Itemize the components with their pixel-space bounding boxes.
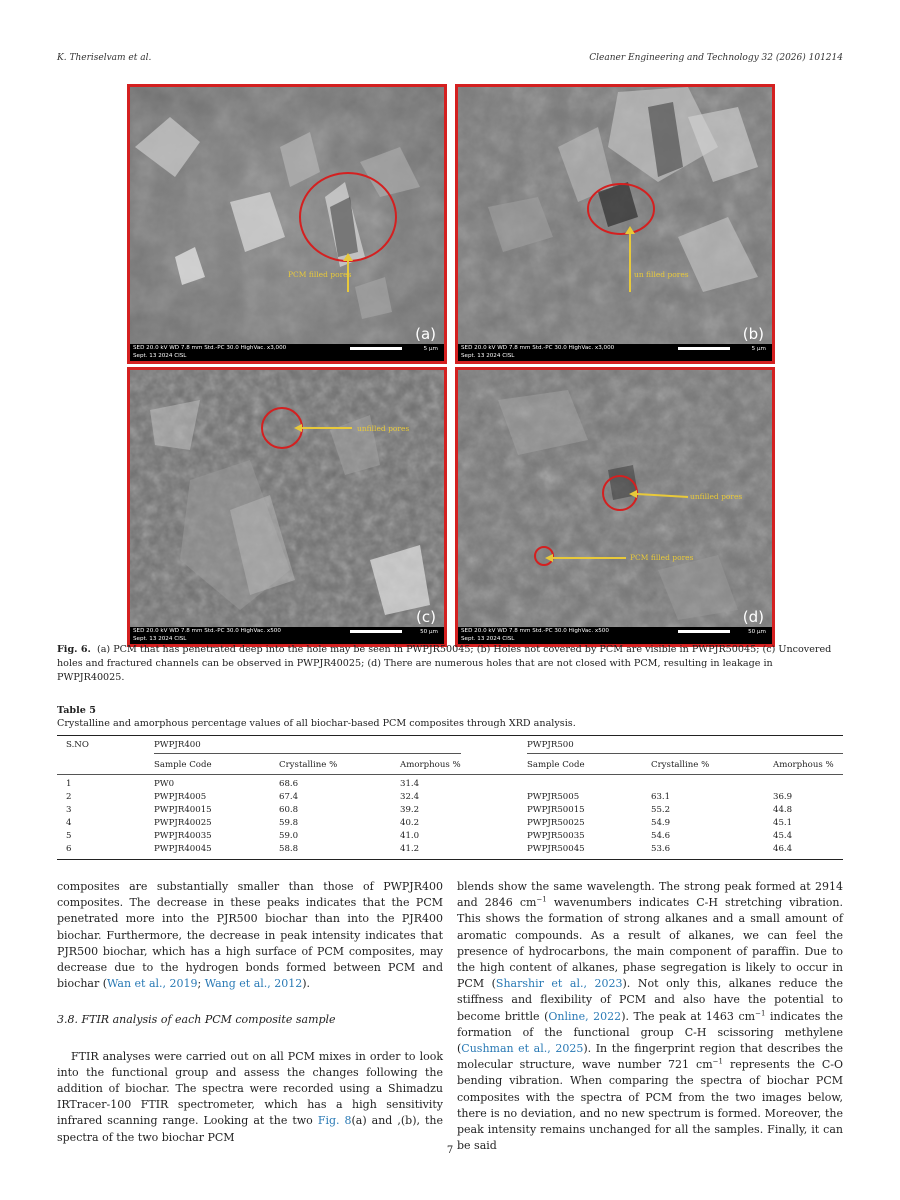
table-cell: PWPJR40045: [154, 844, 212, 854]
table-cell: 41.0: [400, 831, 420, 841]
sem-date: Sept. 13 2024 CISL: [461, 353, 515, 359]
paragraph-text: ).: [302, 977, 311, 991]
citation-link[interactable]: Wan et al., 2019: [107, 977, 198, 991]
paragraph-text: represents the C-O bending vibration. When comparing the spectra of biochar PCM composites with the spectra of PCM from the two images below, there is no deviation, and no new spectrum is formed. Moreover, the peak intensity remains unchanged for all the samples. Finally, it can be said: [457, 1058, 843, 1153]
paragraph-text: ;: [197, 977, 205, 991]
paragraph-text: wavenumbers indicates C-H stretching vibration. This shows the formation of strong alkanes and a small amount of aromatic compounds. As a result of alkanes, we can feel the presence of hydrocarbons, the main component of paraffin. Due to the high content of alkanes, phase segregation is likely to occur in PCM (: [457, 896, 843, 991]
running-header-authors: K. Theriselvam et al.: [57, 53, 152, 63]
table-col-header: Amorphous %: [400, 760, 461, 770]
sem-image-a: [130, 87, 444, 361]
sem-date: Sept. 13 2024 CISL: [133, 353, 187, 359]
table-cell: 41.2: [400, 844, 420, 854]
table-cell: 3: [66, 805, 72, 815]
table-group-rule-500: [527, 753, 843, 754]
table-cell: 59.8: [279, 818, 299, 828]
section-heading: 3.8. FTIR analysis of each PCM composite sample: [57, 1013, 336, 1027]
table-group-rule-400: [154, 753, 461, 754]
running-header-journal: Cleaner Engineering and Technology 32 (2026) 101214: [589, 53, 843, 63]
page-number: 7: [446, 1145, 454, 1156]
annotation-unfilled-pores: un filled pores: [634, 270, 689, 279]
table-cell: 44.8: [773, 805, 793, 815]
citation-link[interactable]: Cushman et al., 2025: [461, 1042, 584, 1056]
table-cell: 31.4: [400, 779, 420, 789]
table-bottom-rule: [57, 859, 843, 860]
table-title: Table 5: [57, 705, 96, 716]
table-cell: 55.2: [651, 805, 671, 815]
table-cell: 45.1: [773, 818, 793, 828]
citation-link[interactable]: Online, 2022: [548, 1009, 622, 1023]
figure-caption: [57, 643, 843, 685]
scale-label: 50 μm: [420, 629, 438, 635]
superscript: −1: [712, 1057, 723, 1066]
table-cell: 45.4: [773, 831, 793, 841]
sem-parameters: SED 20.0 kV WD 7.8 mm Std.-PC 30.0 HighVac. x500: [461, 628, 609, 634]
annotation-pcm-filled-pores: PCM filled pores: [288, 270, 352, 279]
table-col-header: Crystalline %: [651, 760, 710, 770]
table-col-header: Sample Code: [154, 760, 212, 770]
panel-label-c: (c): [416, 608, 436, 626]
sem-panel-d: [455, 367, 775, 647]
sem-image-d: [458, 370, 772, 644]
table-cell: 68.6: [279, 779, 299, 789]
sem-panel-a: [127, 84, 447, 364]
citation-link[interactable]: Wang et al., 2012: [204, 977, 303, 991]
paragraph-text: FTIR analyses were carried out on all PCM mixes in order to look into the functional group and assess the changes following the addition of biochar. The spectra were recorded using a Shimadzu IRTracer-100 FTIR spectrometer, which has a high sensitivity infrared scanning range. Looking at the two: [57, 1049, 443, 1128]
citation-link[interactable]: Sharshir et al., 2023: [495, 977, 623, 991]
table-cell: PWPJR4005: [154, 792, 207, 802]
figure-label: Fig. 6.: [57, 644, 91, 655]
paragraph-peaks: [57, 879, 443, 992]
scale-label: 5 μm: [423, 346, 438, 352]
table-cell: 60.8: [279, 805, 299, 815]
table-cell: 58.8: [279, 844, 299, 854]
table-description: Crystalline and amorphous percentage values of all biochar-based PCM composites through XRD analysis.: [57, 718, 576, 729]
superscript: −1: [755, 1008, 766, 1017]
table-cell: 63.1: [651, 792, 671, 802]
paragraph-ftir: [57, 1049, 443, 1146]
sem-panel-b: [455, 84, 775, 364]
paragraph-text: ). In the fingerprint region that describes the molecular structure, wave number 721 cm: [457, 1042, 843, 1072]
table-cell: 54.9: [651, 818, 671, 828]
sem-parameters: SED 20.0 kV WD 7.8 mm Std.-PC 30.0 HighVac. x500: [133, 628, 281, 634]
sem-panel-c: [127, 367, 447, 647]
table-cell: 59.0: [279, 831, 299, 841]
table-cell: PWPJR40015: [154, 805, 212, 815]
body-right-column: [457, 879, 843, 1154]
sem-image-b: [458, 87, 772, 361]
paragraph-text: composites are substantially smaller than those of PWPJR400 composites. The decrease in these peaks indicates that the PCM penetrated more into the PJR500 biochar than into the PJR400 biochar. Furthermore, the decrease in peak intensity indicates that PJR500 biochar, which has a high surface of PCM composites, may decrease due to the hydrogen bonds formed between PCM and biochar (: [57, 880, 443, 991]
table-col-header: Crystalline %: [279, 760, 338, 770]
table-cell: 1: [66, 779, 72, 789]
table-cell: 36.9: [773, 792, 793, 802]
table-cell: 5: [66, 831, 72, 841]
sem-parameters: SED 20.0 kV WD 7.8 mm Std.-PC 30.0 HighVac. x3,000: [133, 345, 287, 351]
paragraph-text: ). Not only this, alkanes reduce the stiffness and flexibility of PCM and also have the potential to become brittle (: [457, 977, 843, 1023]
table-top-rule: [57, 735, 843, 736]
paragraph-text: ). The peak at 1463 cm: [621, 1009, 756, 1023]
table-cell: PWPJR40035: [154, 831, 212, 841]
paragraph-text: blends show the same wavelength. The strong peak formed at 2914 and 2846 cm: [457, 880, 843, 910]
table-cell: 6: [66, 844, 72, 854]
scale-bar: [678, 347, 730, 350]
panel-label-d: (d): [742, 608, 764, 626]
figure-caption-text: (a) PCM that has penetrated deep into the hole may be seen in PWPJR50045; (b) Holes not covered by PCM are visible in PWPJR50045; (c) Uncovered holes and fractured channels can be observed in PWPJR40025; (d) There are numerous holes that are not closed with PCM, resulting in leakage in PWPJR40025.: [57, 644, 832, 683]
scale-bar: [678, 630, 730, 633]
sem-info-bar: [130, 627, 444, 644]
annotation-pcm-filled-pores: PCM filled pores: [630, 553, 694, 562]
table-header-sno: S.NO: [66, 740, 89, 750]
body-left-column: [57, 879, 443, 1146]
annotation-unfilled-pores: unfilled pores: [690, 492, 743, 501]
table-cell: PWPJR5005: [527, 792, 580, 802]
panel-label-a: (a): [415, 325, 436, 343]
scale-bar: [350, 630, 402, 633]
sem-parameters: SED 20.0 kV WD 7.8 mm Std.-PC 30.0 HighVac. x3,000: [461, 345, 615, 351]
table-cell: PWPJR40025: [154, 818, 212, 828]
sem-info-bar: [130, 344, 444, 361]
sem-date: Sept. 13 2024 CISL: [133, 636, 187, 642]
table-cell: 46.4: [773, 844, 793, 854]
table-cell: 54.6: [651, 831, 671, 841]
table-header-pwpjr400: PWPJR400: [154, 740, 201, 750]
table-cell: PWPJR50035: [527, 831, 585, 841]
sem-info-bar: [458, 627, 772, 644]
table-cell: 67.4: [279, 792, 299, 802]
sem-image-c: [130, 370, 444, 644]
scale-label: 5 μm: [751, 346, 766, 352]
sem-info-bar: [458, 344, 772, 361]
table-cell: PWPJR50025: [527, 818, 585, 828]
table-header-pwpjr500: PWPJR500: [527, 740, 574, 750]
table-cell: PW0: [154, 779, 175, 789]
table-col-header: Sample Code: [527, 760, 585, 770]
table-cell: PWPJR50045: [527, 844, 585, 854]
paragraph-ftir-continued: [457, 879, 843, 1154]
table-cell: 40.2: [400, 818, 420, 828]
panel-label-b: (b): [742, 325, 764, 343]
paragraph-text: (a) and ,(b), the spectra of the two biochar PCM: [57, 1114, 444, 1144]
table-cell: 39.2: [400, 805, 420, 815]
table-col-header: Amorphous %: [773, 760, 834, 770]
sem-date: Sept. 13 2024 CISL: [461, 636, 515, 642]
superscript: −1: [536, 895, 547, 904]
annotation-unfilled-pores: unfilled pores: [357, 424, 410, 433]
paragraph-text: indicates the formation of the functional group C-H scissoring methylene (: [457, 1009, 844, 1056]
table-header-rule: [57, 774, 843, 775]
table-cell: 32.4: [400, 792, 420, 802]
scale-label: 50 μm: [748, 629, 766, 635]
table-cell: 4: [66, 818, 72, 828]
table-cell: 53.6: [651, 844, 671, 854]
table-cell: PWPJR50015: [527, 805, 585, 815]
figure-link[interactable]: Fig. 8: [317, 1114, 352, 1128]
table-cell: 2: [66, 792, 72, 802]
scale-bar: [350, 347, 402, 350]
